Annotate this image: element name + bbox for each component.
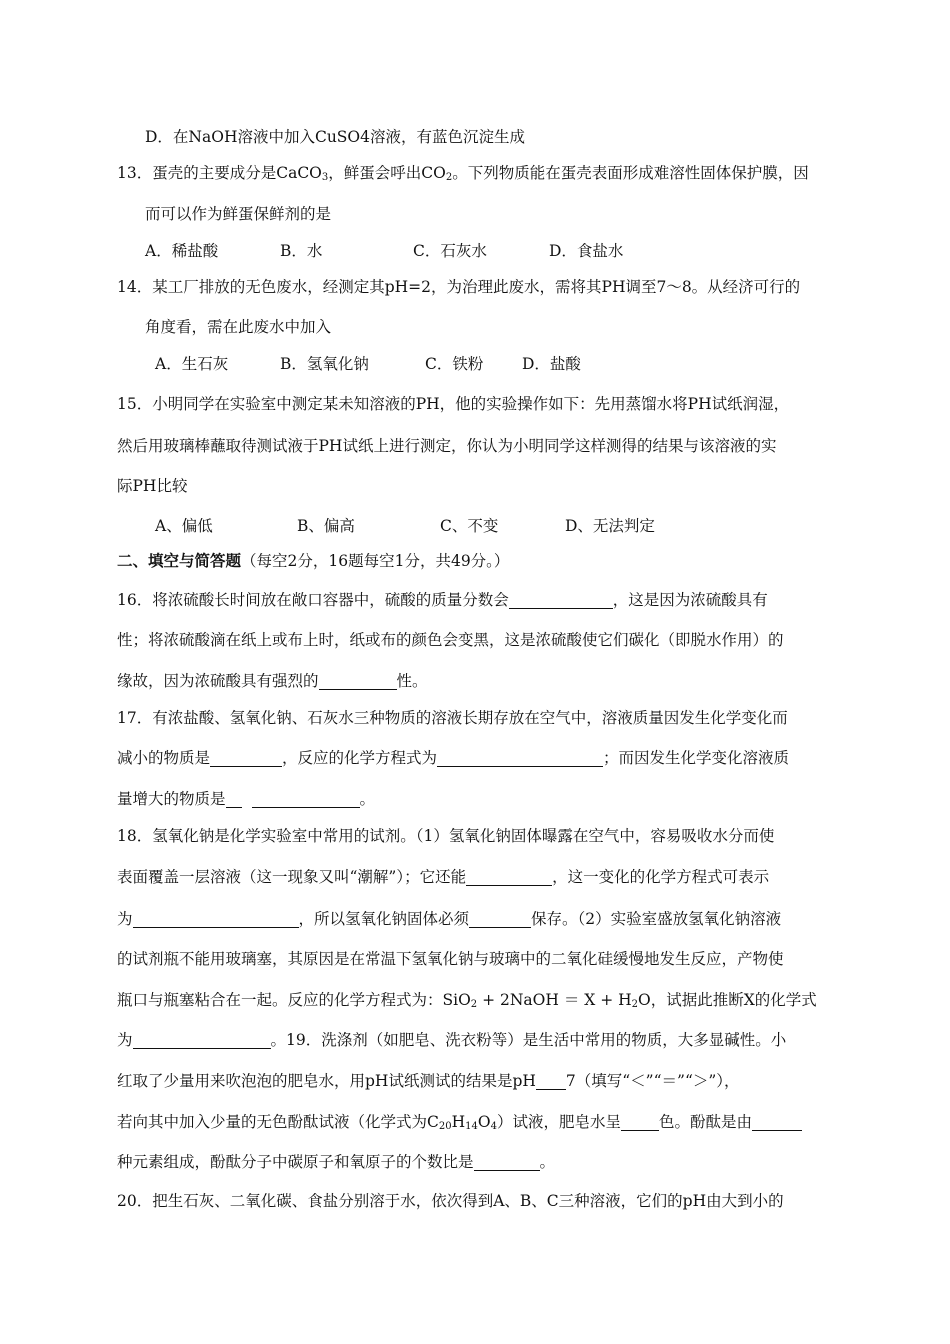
q14-option-a: A．生石灰 (155, 355, 229, 373)
q15-option-b: B、偏高 (297, 517, 355, 535)
q15-option-d: D、无法判定 (565, 517, 655, 535)
q16-line-1: 16．将浓硫酸长时间放在敞口容器中，硫酸的质量分数会 ，这是因为浓硫酸具有 (117, 591, 768, 609)
answer-blank[interactable] (469, 911, 531, 928)
q18-line-2: 表面覆盖一层溶液（这一现象又叫“潮解”）；它还能 ，这一变化的化学方程式可表示 (117, 868, 770, 886)
q18-line-6: 为 。19．洗涤剂（如肥皂、洗衣粉等）是生活中常用的物质，大多显碱性。小 (117, 1031, 787, 1049)
answer-blank[interactable] (621, 1114, 659, 1131)
q18-line-5: 瓶口与瓶塞粘合在一起。反应的化学方程式为：SiO$_2$ + 2NaOH ＝ $X + H_2O$，试据此推断X的化学式 (117, 991, 817, 1010)
answer-blank[interactable] (752, 1114, 802, 1131)
answer-blank[interactable] (210, 750, 282, 767)
q13-option-b: B．水 (280, 242, 323, 260)
q15-option-a: A、偏低 (155, 517, 213, 535)
section-note: （每空2分，16题每空1分，共49分。） (241, 552, 510, 570)
section-title: 二、填空与简答题 (117, 551, 242, 570)
answer-blank[interactable] (226, 791, 242, 808)
q13-option-c: C．石灰水 (413, 242, 487, 260)
section-heading (117, 550, 509, 572)
q19-line-1: 红取了少量用来吹泡泡的肥皂水，用pH试纸测试的结果是pH 7（填写“＜”“＝”“＞”）， (117, 1072, 740, 1090)
q14-option-b: B．氢氧化钠 (280, 355, 369, 373)
answer-blank[interactable] (133, 1032, 271, 1049)
q14-line-1: 14．某工厂排放的无色废水，经测定其pH=2，为治理此废水，需将其PH调至7～8。从经济可行的 (117, 278, 801, 296)
answer-blank[interactable] (252, 791, 360, 808)
answer-blank[interactable] (437, 750, 603, 767)
q13-line-1: 13．蛋壳的主要成分是CaCO$_3$，鲜蛋会呼出$CO_2$。下列物质能在蛋壳表面形成难溶性固体保护膜，因 (117, 164, 809, 183)
q14-option-d: D．盐酸 (522, 355, 581, 373)
answer-blank[interactable] (474, 1154, 540, 1171)
answer-blank[interactable] (133, 911, 299, 928)
q18-line-3: 为 ，所以氢氧化钠固体必须 保存。（2）实验室盛放氢氧化钠溶液 (117, 910, 782, 928)
q18-line-1: 18．氢氧化钠是化学实验室中常用的试剂。（1）氢氧化钠固体曝露在空气中，容易吸收水分而使 (117, 827, 775, 845)
q13-option-d: D．食盐水 (549, 242, 624, 260)
q15-line-1: 15．小明同学在实验室中测定某未知溶液的PH，他的实验操作如下：先用蒸馏水将PH试纸润湿， (117, 395, 790, 413)
q15-line-3: 际PH比较 (117, 477, 188, 495)
q17-line-2: 减小的物质是 ，反应的化学方程式为 ；而因发生化学变化溶液质 (117, 749, 790, 767)
q12-option-d (145, 126, 525, 148)
q16-line-3: 缘故，因为浓硫酸具有强烈的 性。 (117, 672, 428, 690)
q18-line-4: 的试剂瓶不能用玻璃塞，其原因是在常温下氢氧化钠与玻璃中的二氧化硅缓慢地发生反应，产物使 (117, 950, 784, 968)
q15-option-c: C、不变 (440, 517, 499, 535)
q19-line-2: 若向其中加入少量的无色酚酞试液（化学式为$C_{20}H_{14}O_4$）试液，肥皂水呈 色。酚酞是由 (117, 1111, 802, 1133)
q17-line-1: 17．有浓盐酸、氢氧化钠、石灰水三种物质的溶液长期存放在空气中，溶液质量因发生化学变化而 (117, 709, 788, 727)
q15-line-2: 然后用玻璃棒蘸取待测试液于PH试纸上进行测定，你认为小明同学这样测得的结果与该溶液的实 (117, 437, 777, 455)
answer-blank[interactable] (319, 673, 397, 690)
q16-line-2: 性；将浓硫酸滴在纸上或布上时，纸或布的颜色会变黑，这是浓硫酸使它们碳化（即脱水作用）的 (117, 631, 784, 649)
answer-blank[interactable] (536, 1073, 566, 1090)
q13-option-a: A．稀盐酸 (145, 242, 219, 260)
q12-option-d-text: D．在NaOH溶液中加入CuSO4溶液，有蓝色沉淀生成 (145, 128, 525, 146)
answer-blank[interactable] (509, 592, 613, 609)
answer-blank[interactable] (466, 869, 552, 886)
q14-option-c: C．铁粉 (425, 355, 484, 373)
q14-line-2: 角度看，需在此废水中加入 (145, 318, 332, 336)
q20-line-1: 20．把生石灰、二氧化碳、食盐分别溶于水，依次得到A、B、C三种溶液，它们的pH由大到小的 (117, 1192, 784, 1210)
q13-line-2: 而可以作为鲜蛋保鲜剂的是 (145, 205, 332, 223)
q19-line-3: 种元素组成，酚酞分子中碳原子和氧原子的个数比是 。 (117, 1153, 556, 1171)
q17-line-3: 量增大的物质是 。 (117, 790, 376, 808)
